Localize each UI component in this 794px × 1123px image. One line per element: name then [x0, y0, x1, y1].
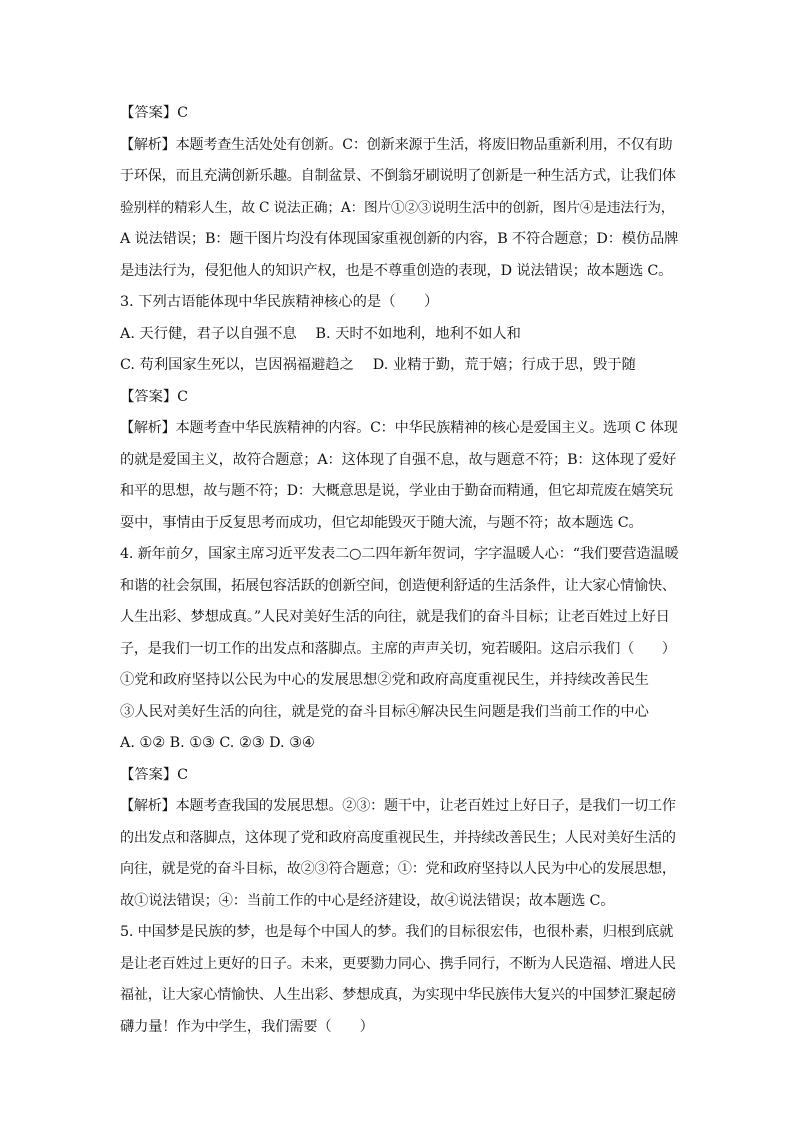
- question-3-options: [120, 319, 680, 382]
- statement-line: ①党和政府坚持以公民为中心的发展思想②党和政府高度重视民生，并持续改善民生: [120, 672, 649, 688]
- document-page: [120, 98, 680, 1043]
- option-line: C. 苟利国家生死以，岂因祸福避趋之 D. 业精于勤，荒于嬉；行成于思，毁于随: [120, 357, 636, 373]
- question-4: [120, 539, 680, 665]
- analysis-line: 向往，就是党的奋斗目标，故②③符合题意；①：党和政府坚持以人民为中心的发展思想，: [120, 861, 676, 877]
- analysis-block-1: [120, 130, 680, 288]
- answer-line: 【答案】C: [120, 105, 189, 121]
- question-line: 3. 下列古语能体现中华民族精神核心的是（ ）: [120, 294, 439, 310]
- analysis-line: 耍中，事情由于反复思考而成功，但它却能毁灭于随大流，与题不符；故本题选 C。: [120, 514, 643, 531]
- analysis-line: 的就是爱国主义，故符合题意；A：这体现了自强不息，故与题意不符；B：这体现了爱好: [120, 451, 677, 468]
- option-line: A. 天行健，君子以自强不息 B. 天时不如地利，地利不如人和: [120, 325, 521, 342]
- analysis-line: 是违法行为，侵犯他人的知识产权，也是不尊重创造的表现，D 说法错误；故本题选 C。: [120, 262, 673, 279]
- analysis-line: 验别样的精彩人生，故 C 说法正确；A：图片①②③说明生活中的创新，图片④是违法行为，: [120, 199, 675, 216]
- analysis-block-2: [120, 413, 680, 539]
- analysis-line: 【解析】本题考查中华民族精神的内容。C：中华民族精神的核心是爱国主义。选项 C 体现: [120, 420, 678, 436]
- question-3: [120, 287, 680, 319]
- question-4-options: [120, 728, 680, 760]
- answer-block-1: [120, 98, 680, 130]
- answer-line: 【答案】C: [120, 766, 189, 783]
- question-line: 4. 新年前夕，国家主席习近平发表二○二四年新年贺词，字字温暖人心：“我们要营造温暖: [120, 546, 679, 562]
- question-5: [120, 917, 680, 1043]
- question-line: 5. 中国梦是民族的梦，也是每个中国人的梦。我们的目标很宏伟，也很朴素，归根到底就: [120, 924, 674, 940]
- analysis-line: 故①说法错误；④：当前工作的中心是经济建设，故④说法错误；故本题选 C。: [120, 892, 615, 909]
- analysis-line: 的出发点和落脚点，这体现了党和政府高度重视民生，并持续改善民生；人民对美好生活的: [120, 829, 676, 846]
- analysis-line: 和平的思想，故与题不符；D：大概意思是说，学业由于勤奋而精通，但它却荒废在嬉笑玩: [120, 483, 673, 499]
- question-line: 子，是我们一切工作的出发点和落脚点。主席的声声关切，宛若暖阳。这启示我们（ ）: [120, 640, 676, 657]
- statement-line: ③人民对美好生活的向往，就是党的奋斗目标④解决民生问题是我们当前工作的中心: [120, 703, 649, 720]
- analysis-line: 于环保，而且充满创新乐趣。自制盆景、不倒翁牙刷说明了创新是一种生活方式，让我们体: [120, 168, 676, 184]
- question-line: 礴力量！作为中学生，我们需要（ ）: [120, 1018, 374, 1035]
- analysis-block-3: [120, 791, 680, 917]
- option-line: A. ①② B. ①③ C. ②③ D. ③④: [120, 735, 315, 751]
- question-4-statements: [120, 665, 680, 728]
- question-line: 福祉，让大家心情愉快、人生出彩、梦想成真，为实现中华民族伟大复兴的中国梦汇聚起磅: [120, 987, 676, 1003]
- answer-block-2: [120, 382, 680, 414]
- analysis-line: A 说法错误；B：题干图片均没有体现国家重视创新的内容，B 不符合题意；D：模仿品牌: [120, 231, 679, 247]
- question-line: 是让老百姓过上更好的日子。未来，更要勠力同心、携手同行，不断为人民造福、增进人民: [120, 955, 676, 972]
- question-line: 和谐的社会氛围，拓展包容活跃的创新空间，创造便利舒适的生活条件，让大家心情愉快、: [120, 577, 676, 594]
- answer-block-3: [120, 760, 680, 792]
- analysis-line: 【解析】本题考查生活处处有创新。C：创新来源于生活，将废旧物品重新利用，不仅有助: [120, 136, 673, 153]
- question-line: 人生出彩、梦想成真。”人民对美好生活的向往，就是我们的奋斗目标；让老百姓过上好日: [120, 609, 670, 625]
- analysis-line: 【解析】本题考查我国的发展思想。②③：题干中，让老百姓过上好日子，是我们一切工作: [120, 798, 676, 814]
- answer-line: 【答案】C: [120, 388, 189, 405]
